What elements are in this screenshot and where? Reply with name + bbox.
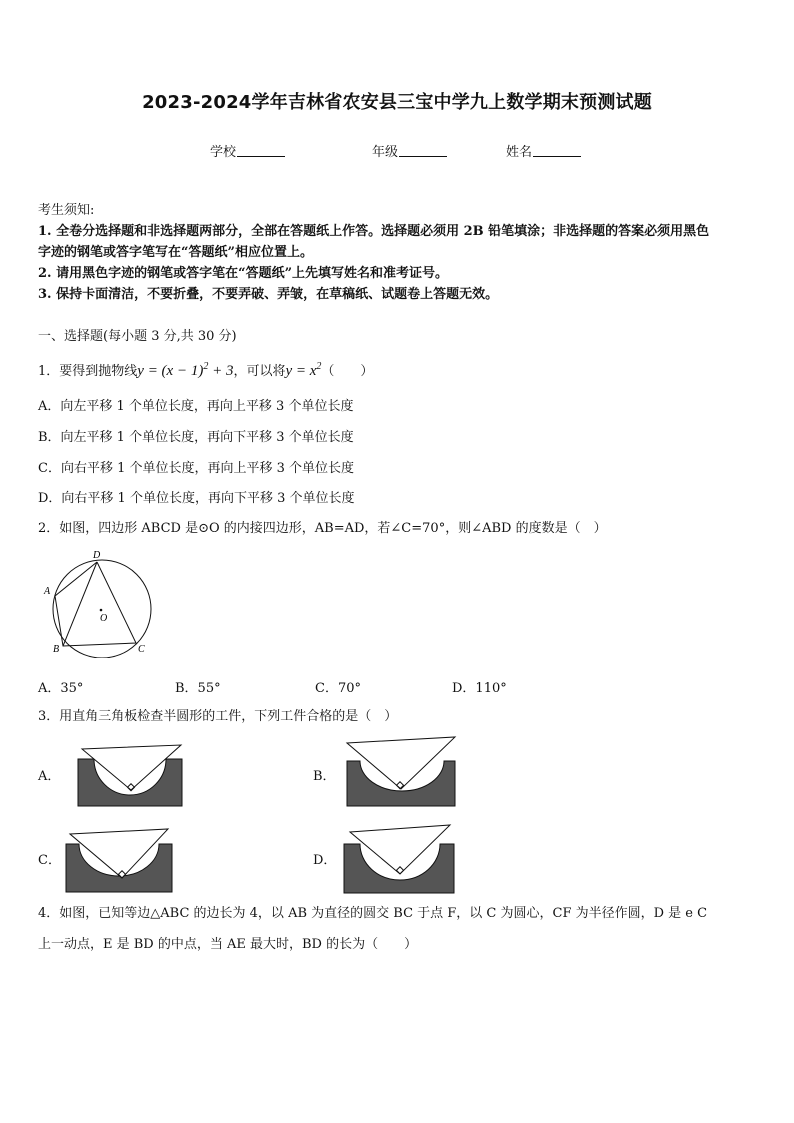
q1-formula-1: $y = (x - 1)^2 + 3$ xyxy=(137,361,234,379)
diagonal-bd xyxy=(63,562,97,646)
q3-workpiece-c[interactable] xyxy=(64,826,174,894)
notice-line-4: 3. 保持卡面清洁，不要折叠，不要弄破、弄皱，在草稿纸、试题卷上答题无效。 xyxy=(38,287,499,302)
q3-option-c-label[interactable]: C． xyxy=(38,853,61,868)
q2-option-c[interactable]: C．70° xyxy=(315,681,361,696)
q2-circle-figure xyxy=(38,548,162,658)
school-blank[interactable] xyxy=(237,144,285,157)
grade-label: 年级 xyxy=(372,145,399,160)
q3-workpiece-d[interactable] xyxy=(342,822,458,896)
q1-option-d[interactable]: D．向右平移 1 个单位长度，再向下平移 3 个单位长度 xyxy=(38,491,355,506)
page-title: 2023-2024学年吉林省农安县三宝中学九上数学期末预测试题 xyxy=(142,92,652,113)
q1-option-a[interactable]: A．向左平移 1 个单位长度，再向上平移 3 个单位长度 xyxy=(38,399,354,414)
q1-suffix: （ ） xyxy=(321,364,374,379)
label-o: O xyxy=(100,613,108,624)
q2-option-a[interactable]: A．35° xyxy=(38,681,84,696)
name-field[interactable] xyxy=(506,141,581,160)
grade-blank[interactable] xyxy=(399,144,447,157)
school-field[interactable] xyxy=(210,141,285,160)
grade-field[interactable] xyxy=(372,141,447,160)
q1-mid: ，可以将 xyxy=(233,364,286,379)
name-blank[interactable] xyxy=(533,144,581,157)
name-label: 姓名 xyxy=(506,145,533,160)
notice-heading: 考生须知: xyxy=(38,203,95,218)
notice-line-3: 2. 请用黑色字迹的钢笔或答字笔在“答题纸”上先填写姓名和准考证号。 xyxy=(38,266,449,281)
center-point xyxy=(100,609,103,612)
label-c: C xyxy=(138,644,145,655)
q1-prefix: 1．要得到抛物线 xyxy=(38,364,138,379)
section-heading: 一、选择题(每小题 3 分,共 30 分) xyxy=(38,329,237,344)
q1-formula-2: $y = x^2$ xyxy=(285,361,322,379)
school-label: 学校 xyxy=(210,145,237,160)
q3-workpiece-a[interactable] xyxy=(76,743,186,809)
label-d: D xyxy=(93,550,101,561)
question-2: 2．如图，四边形 ABCD 是⊙O 的内接四边形，AB=AD，若∠C=70°，则∠ABD 的度数是（ ） xyxy=(38,521,607,536)
question-1 xyxy=(38,356,373,382)
label-a: A xyxy=(44,586,51,597)
q2-option-d[interactable]: D．110° xyxy=(452,681,507,696)
q3-workpiece-b[interactable] xyxy=(345,735,459,809)
question-4-line-2: 上一动点，E 是 BD 的中点，当 AE 最大时，BD 的长为（ ） xyxy=(38,937,418,952)
label-b: B xyxy=(53,644,60,655)
q1-option-b[interactable]: B．向左平移 1 个单位长度，再向下平移 3 个单位长度 xyxy=(38,430,354,445)
notice-line-2: 字迹的钢笔或答字笔写在“答题纸”相应位置上。 xyxy=(38,245,313,260)
question-4-line-1: 4．如图，已知等边△ABC 的边长为 4，以 AB 为直径的圆交 BC 于点 F，以 C 为圆心，CF 为半径作圆，D 是 e C xyxy=(38,906,708,921)
q3-option-a-label[interactable]: A． xyxy=(38,769,61,784)
q3-option-d-label[interactable]: D． xyxy=(313,853,337,868)
notice-line-1: 1. 全卷分选择题和非选择题两部分，全部在答题纸上作答。选择题必须用 2B 铅笔填涂；非选择题的答案必须用黑色 xyxy=(38,224,710,239)
q2-option-b[interactable]: B．55° xyxy=(175,681,221,696)
q1-option-c[interactable]: C．向右平移 1 个单位长度，再向上平移 3 个单位长度 xyxy=(38,461,355,476)
question-3: 3．用直角三角板检查半圆形的工件，下列工件合格的是（ ） xyxy=(38,709,398,724)
q3-option-b-label[interactable]: B． xyxy=(313,769,336,784)
